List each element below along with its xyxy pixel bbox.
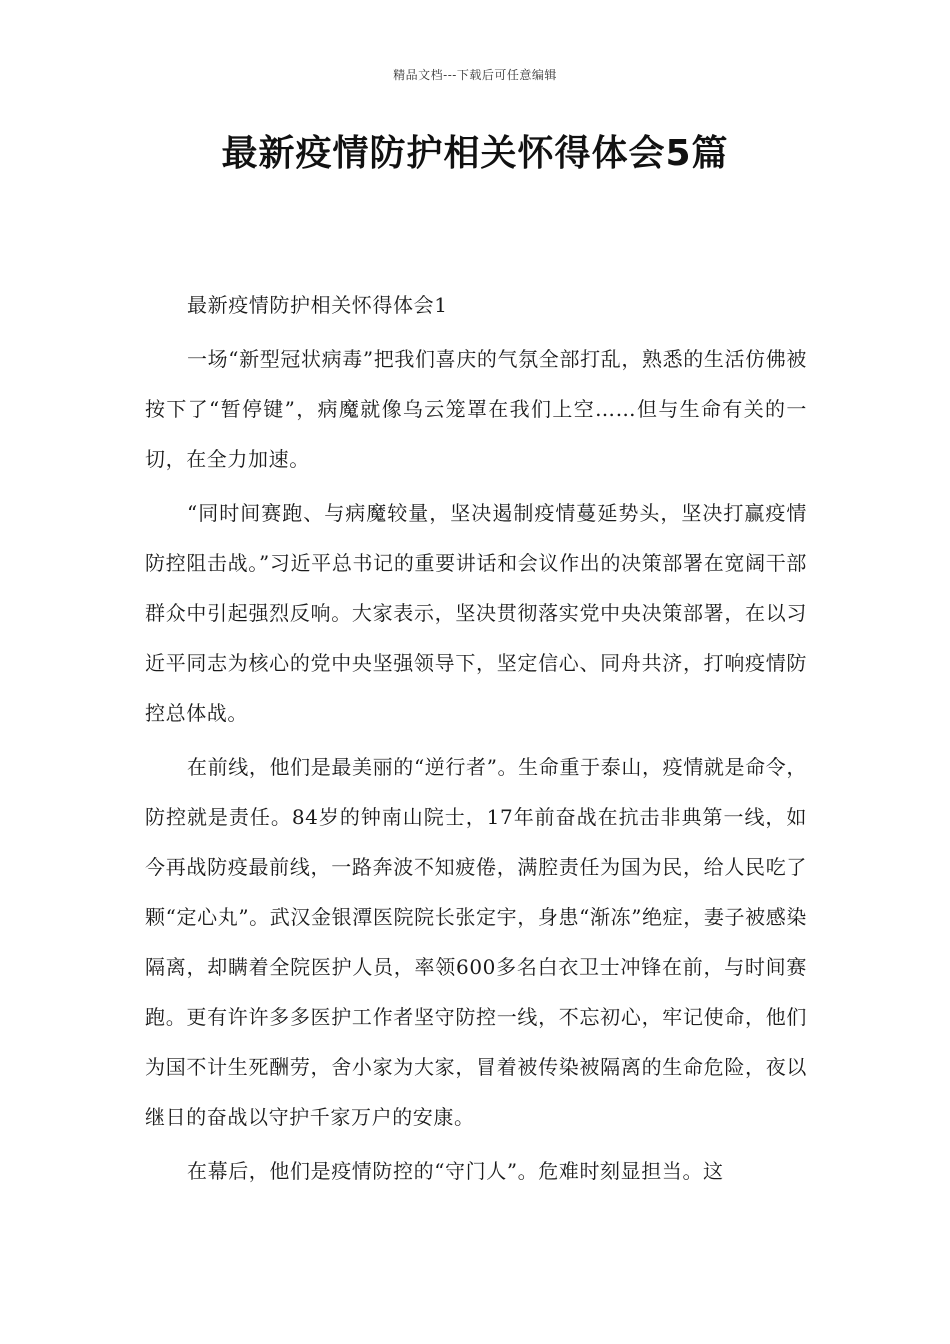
header-note: 精品文档---下载后可任意编辑	[393, 68, 557, 82]
section-heading: 最新疫情防护相关怀得体会1	[187, 293, 448, 317]
paragraph: 一场“新型冠状病毒”把我们喜庆的气氛全部打乱，熟悉的生活仿佛被按下了“暂停键”，病魔就像乌云笼罩在我们上空……但与生命有关的一切，在全力加速。	[145, 347, 807, 471]
document-body	[145, 280, 807, 1196]
document-title: 最新疫情防护相关怀得体会5篇	[221, 133, 729, 174]
paragraph: 在前线，他们是最美丽的“逆行者”。生命重于泰山，疫情就是命令，防控就是责任。84岁的钟南山院士，17年前奋战在抗击非典第一线，如今再战防疫最前线，一路奔波不知疲倦，满腔责任为国为民，给人民吃了颗“定心丸”。武汉金银潭医院院长张定宇，身患“渐冻”绝症，妻子被感染隔离，却瞒着全院医护人员，率领600多名白衣卫士冲锋在前，与时间赛跑。更有许许多多医护工作者坚守防控一线，不忘初心，牢记使命，他们为国不计生死酬劳，舍小家为大家，冒着被传染被隔离的生命危险，夜以继日的奋战以守护千家万户的安康。	[145, 755, 807, 1129]
paragraph: “同时间赛跑、与病魔较量，坚决遏制疫情蔓延势头，坚决打赢疫情防控阻击战。”习近平总书记的重要讲话和会议作出的决策部署在宽阔干部群众中引起强烈反响。大家表示，坚决贯彻落实党中央决策部署，在以习近平同志为核心的党中央坚强领导下，坚定信心、同舟共济，打响疫情防控总体战。	[145, 501, 807, 725]
paragraph: 在幕后，他们是疫情防控的“守门人”。危难时刻显担当。这	[187, 1159, 724, 1183]
